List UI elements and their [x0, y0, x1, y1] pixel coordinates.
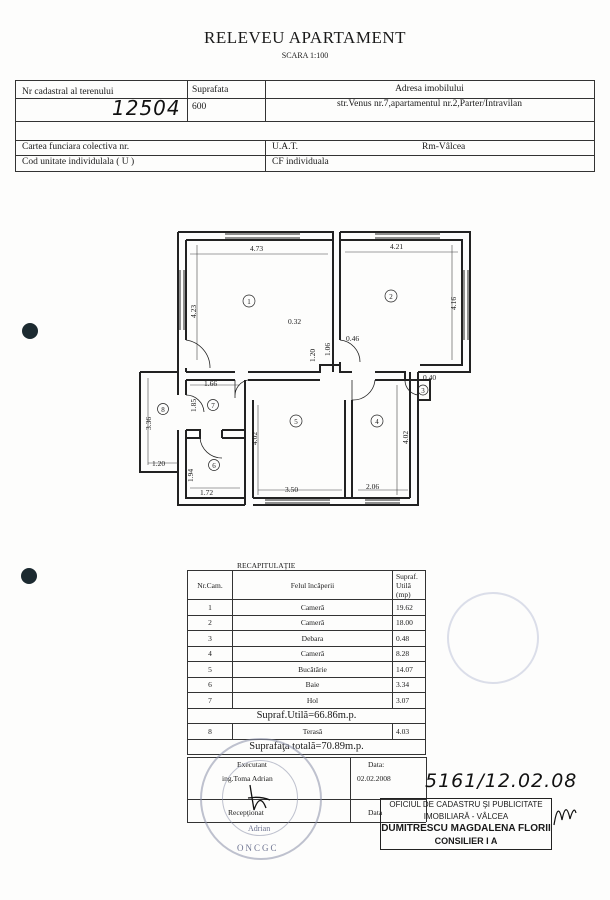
executant-name: ing.Toma Adrian — [222, 774, 273, 783]
faded-stamp — [447, 592, 539, 684]
dim-0.46: 0.46 — [346, 334, 360, 343]
data-value: 02.02.2008 — [357, 774, 391, 783]
table-row: 2 Cameră 18.00 — [188, 615, 426, 631]
ocpi-line-3: DUMITRESCU MAGDALENA FLORII — [381, 823, 551, 834]
suprafata-utila-row — [188, 708, 426, 724]
dim-1.20-terrace: 1.20 — [152, 459, 166, 468]
dim-4.23: 4.23 — [189, 304, 198, 318]
dim-1.85: 1.85 — [189, 398, 198, 412]
dim-3.50: 3.50 — [285, 485, 299, 494]
signature-executant — [240, 780, 280, 820]
table-row: 5 Bucătărie 14.07 — [188, 662, 426, 678]
ocpi-line-1: OFICIUL DE CADASTRU ŞI PUBLICITATE — [389, 800, 543, 809]
data-label: Data: — [368, 760, 385, 769]
room-1-number: 1 — [247, 298, 251, 306]
nr-cadastral-label: Nr cadastral al terenului — [22, 87, 114, 97]
dim-0.40: 0.40 — [423, 373, 437, 382]
data-label-2: Data — [368, 808, 383, 817]
executant-label: Executant — [237, 760, 267, 769]
suprafata-utila: Supraf.Utilă=66.86m.p. — [188, 708, 426, 724]
table-row: 1 Cameră 19.62 — [188, 600, 426, 616]
suprafata-value: 600 — [192, 102, 207, 112]
dim-1.06: 1.06 — [323, 342, 332, 356]
handwritten-reference: 5161/12.02.08 — [425, 770, 578, 792]
dim-3.36: 3.36 — [144, 416, 153, 430]
table-row: 7 Hol 3.07 — [188, 693, 426, 709]
room-8-number: 8 — [161, 406, 165, 414]
suprafata-totala: Suprafaţa totală=70.89m.p. — [188, 739, 426, 755]
dim-4.21: 4.21 — [390, 242, 404, 251]
nr-cadastral-value: 12504 — [112, 96, 181, 120]
recap-header-nr: Nr.Cam. — [188, 571, 233, 600]
room-4-number: 4 — [375, 418, 379, 426]
carte-funciara-label: Cartea funciara colectiva nr. — [22, 142, 130, 152]
ocpi-line-2: IMOBILIARĂ - VÂLCEA — [423, 812, 509, 821]
dim-4.73: 4.73 — [250, 244, 264, 253]
ocpi-line-4: CONSILIER I A — [434, 836, 498, 846]
recap-title: RECAPITULAŢIE — [237, 561, 296, 570]
adresa-label: Adresa imobilului — [395, 84, 464, 94]
uat-label: U.A.T. — [272, 142, 298, 152]
dim-1.66: 1.66 — [204, 379, 218, 388]
room-3-number: 3 — [421, 387, 425, 395]
dim-2.06: 2.06 — [366, 482, 380, 491]
dim-1.72: 1.72 — [200, 488, 214, 497]
uat-value: Rm-Vâlcea — [422, 142, 466, 152]
terasa-row: 8 Terasă 4.03 — [188, 724, 426, 740]
room-2-number: 2 — [389, 293, 393, 301]
round-stamp-org: ONCGC — [237, 843, 279, 853]
document-scale: SCARA 1:100 — [281, 51, 329, 60]
round-stamp-name: Adrian — [248, 824, 271, 833]
table-row: 3 Debara 0.48 — [188, 631, 426, 647]
signature-consilier — [548, 795, 580, 835]
recap-header-felul: Felul încăperii — [233, 571, 393, 600]
cf-individuala-label: CF individuala — [272, 157, 329, 167]
dim-1.94: 1.94 — [186, 468, 195, 482]
room-5-number: 5 — [294, 418, 298, 426]
suprafata-label: Suprafata — [192, 85, 229, 95]
dim-4.02-kitchen: 4.02 — [250, 431, 259, 445]
ocpi-stamp — [380, 798, 552, 850]
room-6-number: 6 — [212, 462, 216, 470]
table-row: 6 Baie 3.34 — [188, 677, 426, 693]
adresa-value: str.Venus nr.7,apartamentul nr.2,Parter/Intravilan — [337, 99, 522, 109]
cod-unitate-label: Cod unitate individulala ( U ) — [22, 157, 135, 167]
document-title: RELEVEU APARTAMENT — [204, 28, 406, 47]
dim-0.32: 0.32 — [288, 317, 302, 326]
receptionat-label: Recepţionat — [228, 808, 264, 817]
recap-header-supraf: Supraf. Utilă (mp) — [393, 571, 426, 600]
dim-1.20: 1.20 — [308, 348, 317, 362]
recap-table — [187, 570, 426, 755]
room-7-number: 7 — [211, 402, 215, 410]
dim-4.16: 4.16 — [449, 296, 458, 310]
dim-4.02-room4: 4.02 — [401, 430, 410, 444]
table-row: 4 Cameră 8.28 — [188, 646, 426, 662]
